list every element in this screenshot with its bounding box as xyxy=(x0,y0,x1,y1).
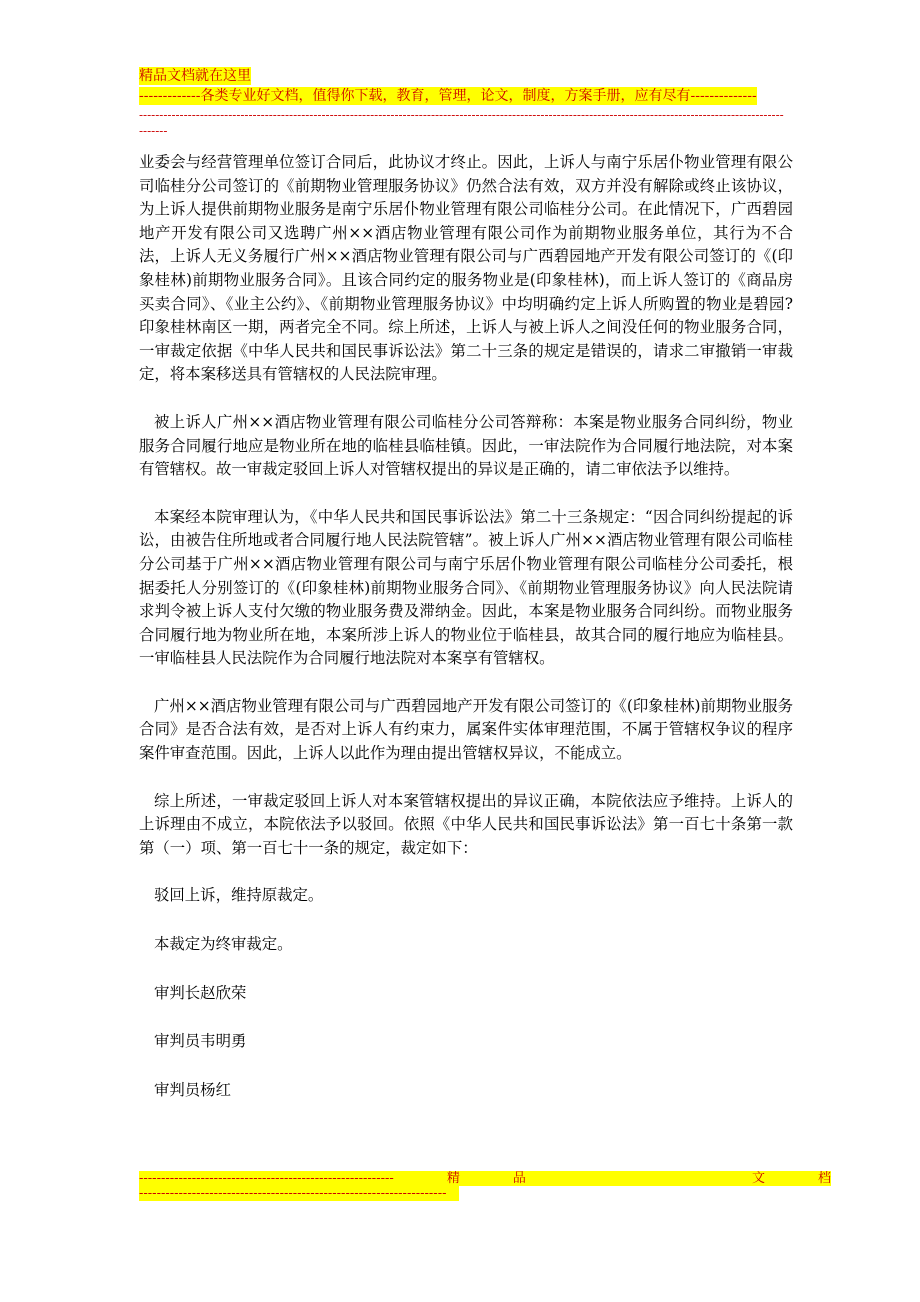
document-body xyxy=(139,151,793,1127)
paragraph-court-opinion: 本案经本院审理认为，《中华人民共和国民事诉讼法》第二十三条规定：“因合同纠纷提起的诉讼，由被告住所地或者合同履行地人民法院管辖”。被上诉人广州××酒店物业管理有限公司临桂分公司基于广州××酒店物业管理有限公司与南宁乐居仆物业管理有限公司临桂分公司委托，根据委托人分别签订的《(印象桂林)前期物业服务合同》、《前期物业管理服务协议》向人民法院请求判令被上诉人支付欠缴的物业服务费及滞纳金。因此，本案是物业服务合同纠纷。而物业服务合同履行地为物业所在地，本案所涉上诉人的物业位于临桂县，故其合同的履行地应为临桂县。一审临桂县人民法院作为合同履行地法院对本案享有管辖权。 xyxy=(139,507,793,668)
footer-char-3: 文 xyxy=(751,1171,765,1186)
footer-char-1: 精 xyxy=(446,1171,460,1186)
footer-char-4: 档 xyxy=(817,1171,831,1186)
header-tagline: -------------各类专业好文档，值得你下载，教育，管理，论文，制度，方案手册，应有尽有-------------- xyxy=(139,88,757,104)
paragraph-conclusion: 综上所述，一审裁定驳回上诉人对本案管辖权提出的异议正确，本院依法应予维持。上诉人的上诉理由不成立，本院依法予以驳回。依照《中华人民共和国民事诉讼法》第一百七十条第一款第（一）项、第一百七十一条的规定，裁定如下： xyxy=(139,791,793,857)
header-separator: ---------------------------------------------------------------------------------------------------------------------------------------------------------------------- xyxy=(139,108,784,138)
signature-judge-2: 审判员杨红 xyxy=(154,1080,231,1099)
footer-row-2: ---------------------------------------------------------------------- xyxy=(139,1186,459,1201)
footer-banner xyxy=(139,1171,831,1201)
paragraph-ruling: 驳回上诉，维持原裁定。 xyxy=(154,886,324,905)
paragraph-appellant-argument: 业委会与经营管理单位签订合同后，此协议才终止。因此，上诉人与南宁乐居仆物业管理有限公司临桂分公司签订的《前期物业管理服务协议》仍然合法有效，双方并没有解除或终止该协议，为上诉人提供前期物业服务是南宁乐居仆物业管理有限公司临桂分公司。在此情况下，广西碧园地产开发有限公司又选聘广州××酒店物业管理有限公司作为前期物业服务单位，其行为不合法，上诉人无义务履行广州××酒店物业管理有限公司与广西碧园地产开发有限公司签订的《(印象桂林)前期物业服务合同》。且该合同约定的服务物业是(印象桂林)，而上诉人签订的《商品房买卖合同》、《业主公约》、《前期物业管理服务协议》中均明确约定上诉人所购置的物业是碧园?印象桂林南区一期，两者完全不同。综上所述，上诉人与被上诉人之间没任何的物业服务合同，一审裁定依据《中华人民共和国民事诉讼法》第二十三条的规定是错误的，请求二审撤销一审裁定，将本案移送具有管辖权的人民法院审理。 xyxy=(139,153,793,384)
footer-row-1 xyxy=(139,1171,831,1186)
footer-dashes: ---------------------------------------------------------- xyxy=(139,1171,394,1186)
paragraph-contract-scope: 广州××酒店物业管理有限公司与广西碧园地产开发有限公司签订的《(印象桂林)前期物业服务合同》是否合法有效，是否对上诉人有约束力，属案件实体审理范围，不属于管辖权争议的程序案件审查范围。因此，上诉人以此作为理由提出管辖权异议，不能成立。 xyxy=(139,696,793,763)
header-title: 精品文档就在这里 xyxy=(139,68,251,84)
footer-char-2: 品 xyxy=(512,1171,526,1186)
paragraph-appellee-reply: 被上诉人广州××酒店物业管理有限公司临桂分公司答辩称：本案是物业服务合同纠纷，物业服务合同履行地应是物业所在地的临桂县临桂镇。因此，一审法院作为合同履行地法院，对本案有管辖权。故一审裁定驳回上诉人对管辖权提出的异议是正确的，请二审依法予以维持。 xyxy=(139,412,793,479)
signature-presiding-judge: 审判长赵欣荣 xyxy=(154,983,247,1002)
footer-spacer xyxy=(579,1171,699,1186)
paragraph-final-ruling: 本裁定为终审裁定。 xyxy=(154,935,293,954)
signature-judge-1: 审判员韦明勇 xyxy=(154,1032,247,1051)
